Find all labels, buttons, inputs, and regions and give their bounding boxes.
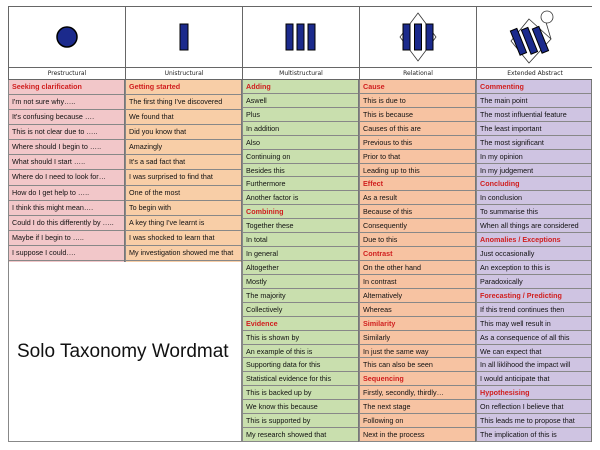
- wordmat-title: Solo Taxonomy Wordmat: [8, 262, 242, 442]
- phrase-cell: An exception to this is: [476, 261, 591, 275]
- phrase-cell: As a result: [359, 191, 475, 205]
- phrase-cell: It's a sad fact that: [125, 155, 241, 170]
- phrase-cell: Leading up to this: [359, 164, 475, 178]
- category-heading: Sequencing: [359, 372, 475, 386]
- phrase-cell: This is supported by: [242, 414, 358, 428]
- linked-bars-icon: [398, 11, 438, 63]
- phrase-cell: Alternatively: [359, 289, 475, 303]
- phrase-cell: It's confusing because ….: [8, 110, 124, 125]
- extended-abstract-icon-cell: [477, 7, 593, 67]
- category-heading: Concluding: [476, 177, 591, 191]
- phrase-cell: My investigation showed me that: [125, 246, 241, 261]
- phrase-cell: Altogether: [242, 261, 358, 275]
- phrase-cell: In just the same way: [359, 345, 475, 359]
- category-heading: Contrast: [359, 247, 475, 261]
- phrase-cell: I was shocked to learn that: [125, 231, 241, 246]
- phrase-cell: This may well result in: [476, 317, 591, 331]
- phrase-cell: Whereas: [359, 303, 475, 317]
- category-heading: Combining: [242, 205, 358, 219]
- icon-row: [8, 6, 592, 68]
- phrase-cell: Firstly, secondly, thirdly…: [359, 386, 475, 400]
- category-heading: Anomalies / Exceptions: [476, 233, 591, 247]
- phrase-cell: Collectively: [242, 303, 358, 317]
- level-header-multistructural: Multistructural: [243, 68, 360, 79]
- level-header-unistructural: Unistructural: [126, 68, 243, 79]
- phrase-cell: I'm not sure why…..: [8, 95, 124, 110]
- multistructural-column: [242, 80, 359, 442]
- phrase-cell: Could I do this differently by …..: [8, 216, 124, 231]
- category-heading: Adding: [242, 80, 358, 94]
- phrase-cell: Following on: [359, 414, 475, 428]
- phrase-cell: The implication of this is: [476, 428, 591, 442]
- phrase-cell: The most significant: [476, 136, 591, 150]
- phrase-cell: Mostly: [242, 275, 358, 289]
- category-heading: Similarity: [359, 317, 475, 331]
- level-header-row: [8, 68, 592, 80]
- category-heading: Seeking clarification: [8, 80, 124, 95]
- phrase-cell: What should I start …..: [8, 155, 124, 170]
- phrase-cell: On reflection I believe that: [476, 400, 591, 414]
- phrase-cell: Maybe if I begin to …..: [8, 231, 124, 246]
- phrase-cell: Where should I begin to …..: [8, 140, 124, 155]
- phrase-cell: Just occasionally: [476, 247, 591, 261]
- phrase-cell: Supporting data for this: [242, 358, 358, 372]
- category-heading: Forecasting / Predicting: [476, 289, 591, 303]
- phrase-cell: I would anticipate that: [476, 372, 591, 386]
- wordmat: [8, 6, 592, 442]
- phrase-cell: In addition: [242, 122, 358, 136]
- phrase-cell: Plus: [242, 108, 358, 122]
- phrase-cell: In contrast: [359, 275, 475, 289]
- phrase-cell: Causes of this are: [359, 122, 475, 136]
- phrase-cell: I was surprised to find that: [125, 170, 241, 185]
- multistructural-icon-cell: [243, 7, 360, 67]
- phrase-cell: The least important: [476, 122, 591, 136]
- phrase-cell: This can also be seen: [359, 358, 475, 372]
- phrase-cell: To summarise this: [476, 205, 591, 219]
- relational-icon-cell: [360, 7, 477, 67]
- single-dot-icon: [55, 25, 79, 49]
- phrase-cell: If this trend continues then: [476, 303, 591, 317]
- phrase-cell: In my judgement: [476, 164, 591, 178]
- phrase-cell: A key thing I've learnt is: [125, 216, 241, 231]
- category-heading: Cause: [359, 80, 475, 94]
- phrase-cell: Amazingly: [125, 140, 241, 155]
- phrase-cell: To begin with: [125, 201, 241, 216]
- phrase-cell: One of the most: [125, 186, 241, 201]
- phrase-cell: The next stage: [359, 400, 475, 414]
- phrase-cell: In total: [242, 233, 358, 247]
- unistructural-icon-cell: [126, 7, 243, 67]
- phrase-cell: In my opinion: [476, 150, 591, 164]
- phrase-cell: The main point: [476, 94, 591, 108]
- phrase-cell: We know this because: [242, 400, 358, 414]
- phrase-cell: When all things are considered: [476, 219, 591, 233]
- phrase-cell: In conclusion: [476, 191, 591, 205]
- phrase-cell: This is shown by: [242, 331, 358, 345]
- phrase-cell: As a consequence of all this: [476, 331, 591, 345]
- phrase-cell: This is not clear due to …..: [8, 125, 124, 140]
- phrase-cell: Another factor is: [242, 191, 358, 205]
- relational-column: [359, 80, 476, 442]
- phrase-cell: An example of this is: [242, 345, 358, 359]
- phrase-cell: Similarly: [359, 331, 475, 345]
- phrase-cell: Consequently: [359, 219, 475, 233]
- phrase-cell: Previous to this: [359, 136, 475, 150]
- phrase-cell: I think this might mean….: [8, 201, 124, 216]
- phrase-cell: Continuing on: [242, 150, 358, 164]
- phrase-cell: Next in the process: [359, 428, 475, 442]
- phrase-cell: Also: [242, 136, 358, 150]
- category-heading: Getting started: [125, 80, 241, 95]
- phrase-cell: Prior to that: [359, 150, 475, 164]
- phrase-cell: This is because: [359, 108, 475, 122]
- single-bar-icon: [177, 22, 191, 52]
- phrase-cell: We found that: [125, 110, 241, 125]
- phrase-cell: How do I get help to …..: [8, 186, 124, 201]
- phrase-cell: In general: [242, 247, 358, 261]
- phrase-cell: Did you know that: [125, 125, 241, 140]
- phrase-cell: Aswell: [242, 94, 358, 108]
- extended-bars-icon: [507, 9, 563, 65]
- phrase-cell: Because of this: [359, 205, 475, 219]
- extended-abstract-column: [476, 80, 592, 442]
- phrase-cell: I suppose I could….: [8, 246, 124, 261]
- three-bars-icon: [283, 22, 319, 52]
- phrase-cell: The most influential feature: [476, 108, 591, 122]
- phrase-cell: This is due to: [359, 94, 475, 108]
- level-header-extended-abstract: Extended Abstract: [477, 68, 593, 79]
- phrase-cell: The first thing I've discovered: [125, 95, 241, 110]
- phrase-cell: On the other hand: [359, 261, 475, 275]
- category-heading: Hypothesising: [476, 386, 591, 400]
- phrase-cell: Together these: [242, 219, 358, 233]
- category-heading: Evidence: [242, 317, 358, 331]
- phrase-cell: Where do I need to look for…: [8, 170, 124, 185]
- category-heading: Effect: [359, 177, 475, 191]
- phrase-cell: My research showed that: [242, 428, 358, 442]
- category-heading: Commenting: [476, 80, 591, 94]
- phrase-cell: Due to this: [359, 233, 475, 247]
- prestructural-icon-cell: [9, 7, 126, 67]
- phrase-cell: Paradoxically: [476, 275, 591, 289]
- phrase-cell: This leads me to propose that: [476, 414, 591, 428]
- phrase-cell: This is backed up by: [242, 386, 358, 400]
- phrase-cell: In all liklihood the impact will: [476, 358, 591, 372]
- phrase-cell: Besides this: [242, 164, 358, 178]
- level-header-relational: Relational: [360, 68, 477, 79]
- phrase-cell: We can expect that: [476, 345, 591, 359]
- phrase-cell: The majority: [242, 289, 358, 303]
- phrase-cell: Furthermore: [242, 177, 358, 191]
- phrase-cell: Statistical evidence for this: [242, 372, 358, 386]
- level-header-prestructural: Prestructural: [9, 68, 126, 79]
